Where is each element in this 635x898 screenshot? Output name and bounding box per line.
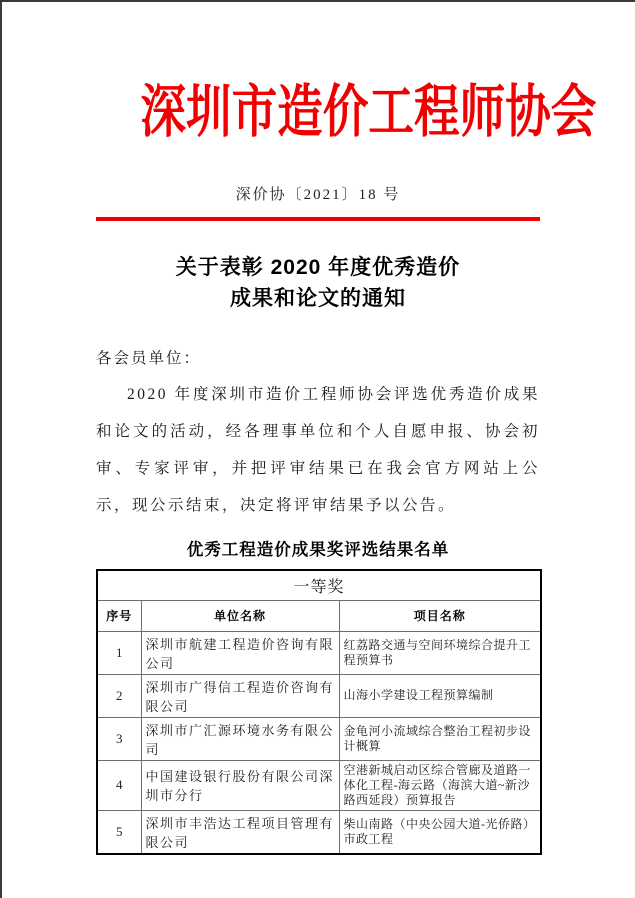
project-name: 金龟河小流域综合整治工程初步设计概算 [339,717,541,760]
award-tier-row [97,570,541,600]
table-row [97,810,541,854]
red-divider-rule [96,217,540,221]
row-index: 2 [97,674,141,717]
project-name: 空港新城启动区综合管廊及道路一体化工程-海云路（海滨大道~新沙路西延段）预算报告 [339,760,541,810]
table-row [97,631,541,674]
unit-name: 中国建设银行股份有限公司深圳市分行 [141,760,339,810]
header-project-name: 项目名称 [339,600,541,631]
document-content [96,81,597,855]
row-index: 1 [97,631,141,674]
notice-title-line1: 关于表彰 2020 年度优秀造价 [175,256,461,279]
row-index: 4 [97,760,141,810]
table-row [97,717,541,760]
project-name: 柴山南路（中央公园大道-光侨路）市政工程 [339,810,541,854]
project-name: 红荔路交通与空间环境综合提升工程预算书 [339,631,541,674]
project-name: 山海小学建设工程预算编制 [339,674,541,717]
doc-number: 深价协〔2021〕18 号 [235,187,401,203]
award-tier-label: 一等奖 [97,570,541,600]
unit-name: 深圳市广得信工程造价咨询有限公司 [141,674,339,717]
table-caption: 优秀工程造价成果奖评选结果名单 [186,541,450,559]
unit-name: 深圳市航建工程造价咨询有限公司 [141,631,339,674]
unit-name: 深圳市丰浩达工程项目管理有限公司 [141,810,339,854]
table-row [97,674,541,717]
header-row [97,600,541,631]
notice-title [96,252,540,314]
row-index: 3 [97,717,141,760]
row-index: 5 [97,810,141,854]
notice-title-line2: 成果和论文的通知 [230,287,406,310]
header-index: 序号 [97,600,141,631]
unit-name: 深圳市广汇源环境水务有限公司 [141,717,339,760]
results-table [96,569,542,855]
org-name: 深圳市造价工程师协会 [140,81,597,144]
salutation: 各会员单位： [96,350,202,367]
table-row [97,760,541,810]
header-unit-name: 单位名称 [141,600,339,631]
body-paragraph: 2020 年度深圳市造价工程师协会评选优秀造价成果和论文的活动，经各理事单位和个人自愿申报、协会初审、专家评审，并把评审结果已在我会官方网站上公示，现公示结束，决定将评审结果予以公告。 [96,386,540,514]
